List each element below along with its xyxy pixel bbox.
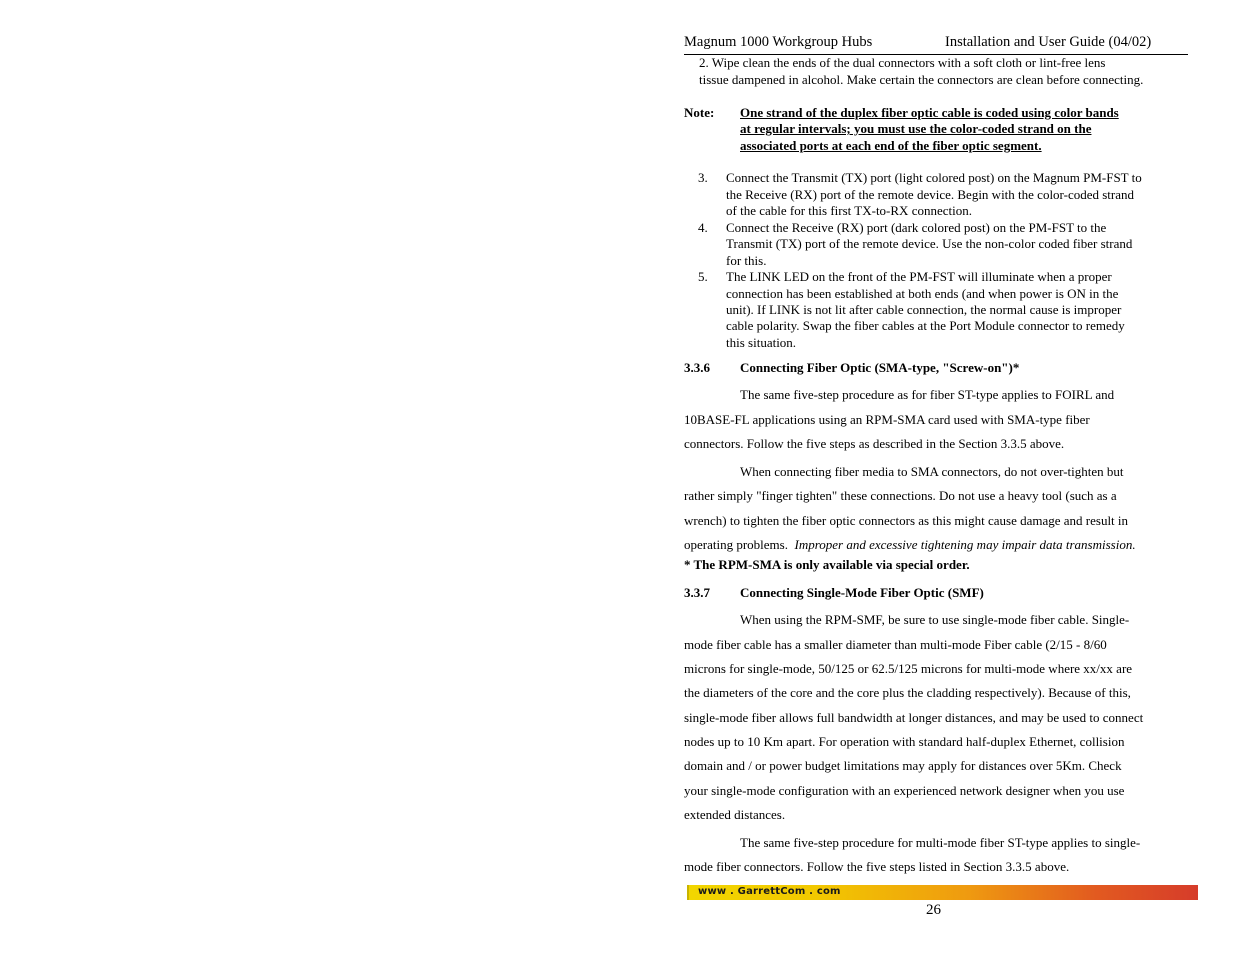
note-line-3: associated ports at each end of the fiber optic segment. <box>740 138 1042 153</box>
step-3-line-1: Connect the Transmit (TX) port (light colored post) on the Magnum PM-FST to <box>726 170 1142 185</box>
step-4-number: 4. <box>698 220 708 235</box>
page-number: 26 <box>926 902 941 918</box>
section-3-3-7-para2-line-1: The same five-step procedure for multi-mode fiber ST-type applies to single- <box>740 835 1141 850</box>
section-3-3-6-para2-plain: operating problems. <box>684 537 795 552</box>
step-2-line-1: 2. Wipe clean the ends of the dual connectors with a soft cloth or lint-free lens <box>699 55 1106 70</box>
section-3-3-6-para2-line-2: rather simply "finger tighten" these connections. Do not use a heavy tool (such as a <box>684 488 1117 503</box>
section-3-3-7-para1-line-6: nodes up to 10 Km apart. For operation with standard half-duplex Ethernet, collision <box>684 734 1125 749</box>
step-4-line-1: Connect the Receive (RX) port (dark colored post) on the PM-FST to the <box>726 220 1107 235</box>
section-3-3-7-number: 3.3.7 <box>684 585 710 600</box>
section-3-3-7-title: Connecting Single-Mode Fiber Optic (SMF) <box>740 585 984 600</box>
step-3-line-2: the Receive (RX) port of the remote device. Begin with the color-coded strand <box>726 187 1135 202</box>
section-3-3-7-para1-line-2: mode fiber cable has a smaller diameter than multi-mode Fiber cable (2/15 - 8/60 <box>684 637 1107 652</box>
step-2-line-2: tissue dampened in alcohol. Make certain the connectors are clean before connecting. <box>699 72 1144 87</box>
header-title: Magnum 1000 Workgroup Hubs <box>684 34 873 50</box>
section-3-3-7-para1-line-8: your single-mode configuration with an experienced network designer when you use <box>684 783 1125 798</box>
footer-url-banner <box>687 885 1198 900</box>
section-3-3-7-para1-line-3: microns for single-mode, 50/125 or 62.5/125 microns for multi-mode where xx/xx are <box>684 661 1133 676</box>
step-5-line-3: unit). If LINK is not lit after cable connection, the normal cause is improper <box>726 302 1122 317</box>
section-3-3-6-title: Connecting Fiber Optic (SMA-type, "Screw-on")* <box>740 360 1020 375</box>
note-line-1: One strand of the duplex fiber optic cable is coded using color bands <box>740 105 1119 120</box>
section-3-3-7-para1-line-7: domain and / or power budget limitations may apply for distances over 5Km. Check <box>684 758 1122 773</box>
footer-url: www . GarrettCom . com <box>698 886 841 897</box>
section-3-3-7-para1-line-9: extended distances. <box>684 807 786 822</box>
section-3-3-6-number: 3.3.6 <box>684 360 710 375</box>
step-3-number: 3. <box>698 170 708 185</box>
step-5-line-4: cable polarity. Swap the fiber cables at the Port Module connector to remedy <box>726 318 1125 333</box>
step-5-number: 5. <box>698 269 708 284</box>
section-3-3-6-para2-line-3: wrench) to tighten the fiber optic connectors as this might cause damage and result in <box>684 513 1129 528</box>
note-line-2: at regular intervals; you must use the color-coded strand on the <box>740 121 1092 136</box>
section-3-3-7-para2-line-2: mode fiber connectors. Follow the five steps listed in Section 3.3.5 above. <box>684 859 1070 874</box>
section-3-3-7-para1-line-5: single-mode fiber allows full bandwidth at longer distances, and may be used to connect <box>684 710 1144 725</box>
step-4-line-3: for this. <box>726 253 767 268</box>
step-5-line-5: this situation. <box>726 335 797 350</box>
step-5-line-2: connection has been established at both ends (and when power is ON in the <box>726 286 1119 301</box>
section-3-3-6-para2-line-4 <box>684 537 1136 553</box>
section-3-3-6-para2-line-1: When connecting fiber media to SMA connectors, do not over-tighten but <box>740 464 1124 479</box>
page-header <box>684 34 1188 55</box>
section-3-3-6-para1-line-3: connectors. Follow the five steps as described in the Section 3.3.5 above. <box>684 436 1065 451</box>
section-3-3-6-para1-line-2: 10BASE-FL applications using an RPM-SMA card used with SMA-type fiber <box>684 412 1090 427</box>
step-5-line-1: The LINK LED on the front of the PM-FST will illuminate when a proper <box>726 269 1112 284</box>
section-3-3-6-para2-italic: Improper and excessive tightening may impair data transmission. <box>794 537 1136 552</box>
header-guide-title: Installation and User Guide (04/02) <box>945 34 1152 50</box>
section-3-3-6-para1-line-1: The same five-step procedure as for fiber ST-type applies to FOIRL and <box>740 387 1115 402</box>
section-3-3-7-para1-line-1: When using the RPM-SMF, be sure to use single-mode fiber cable. Single- <box>740 612 1130 627</box>
note-label: Note: <box>684 105 715 120</box>
section-3-3-6-footnote: * The RPM-SMA is only available via special order. <box>684 557 970 572</box>
section-3-3-7-para1-line-4: the diameters of the core and the core plus the cladding respectively). Because of this, <box>684 685 1131 700</box>
step-4-line-2: Transmit (TX) port of the remote device. Use the non-color coded fiber strand <box>726 236 1133 251</box>
step-3-line-3: of the cable for this first TX-to-RX connection. <box>726 203 972 218</box>
